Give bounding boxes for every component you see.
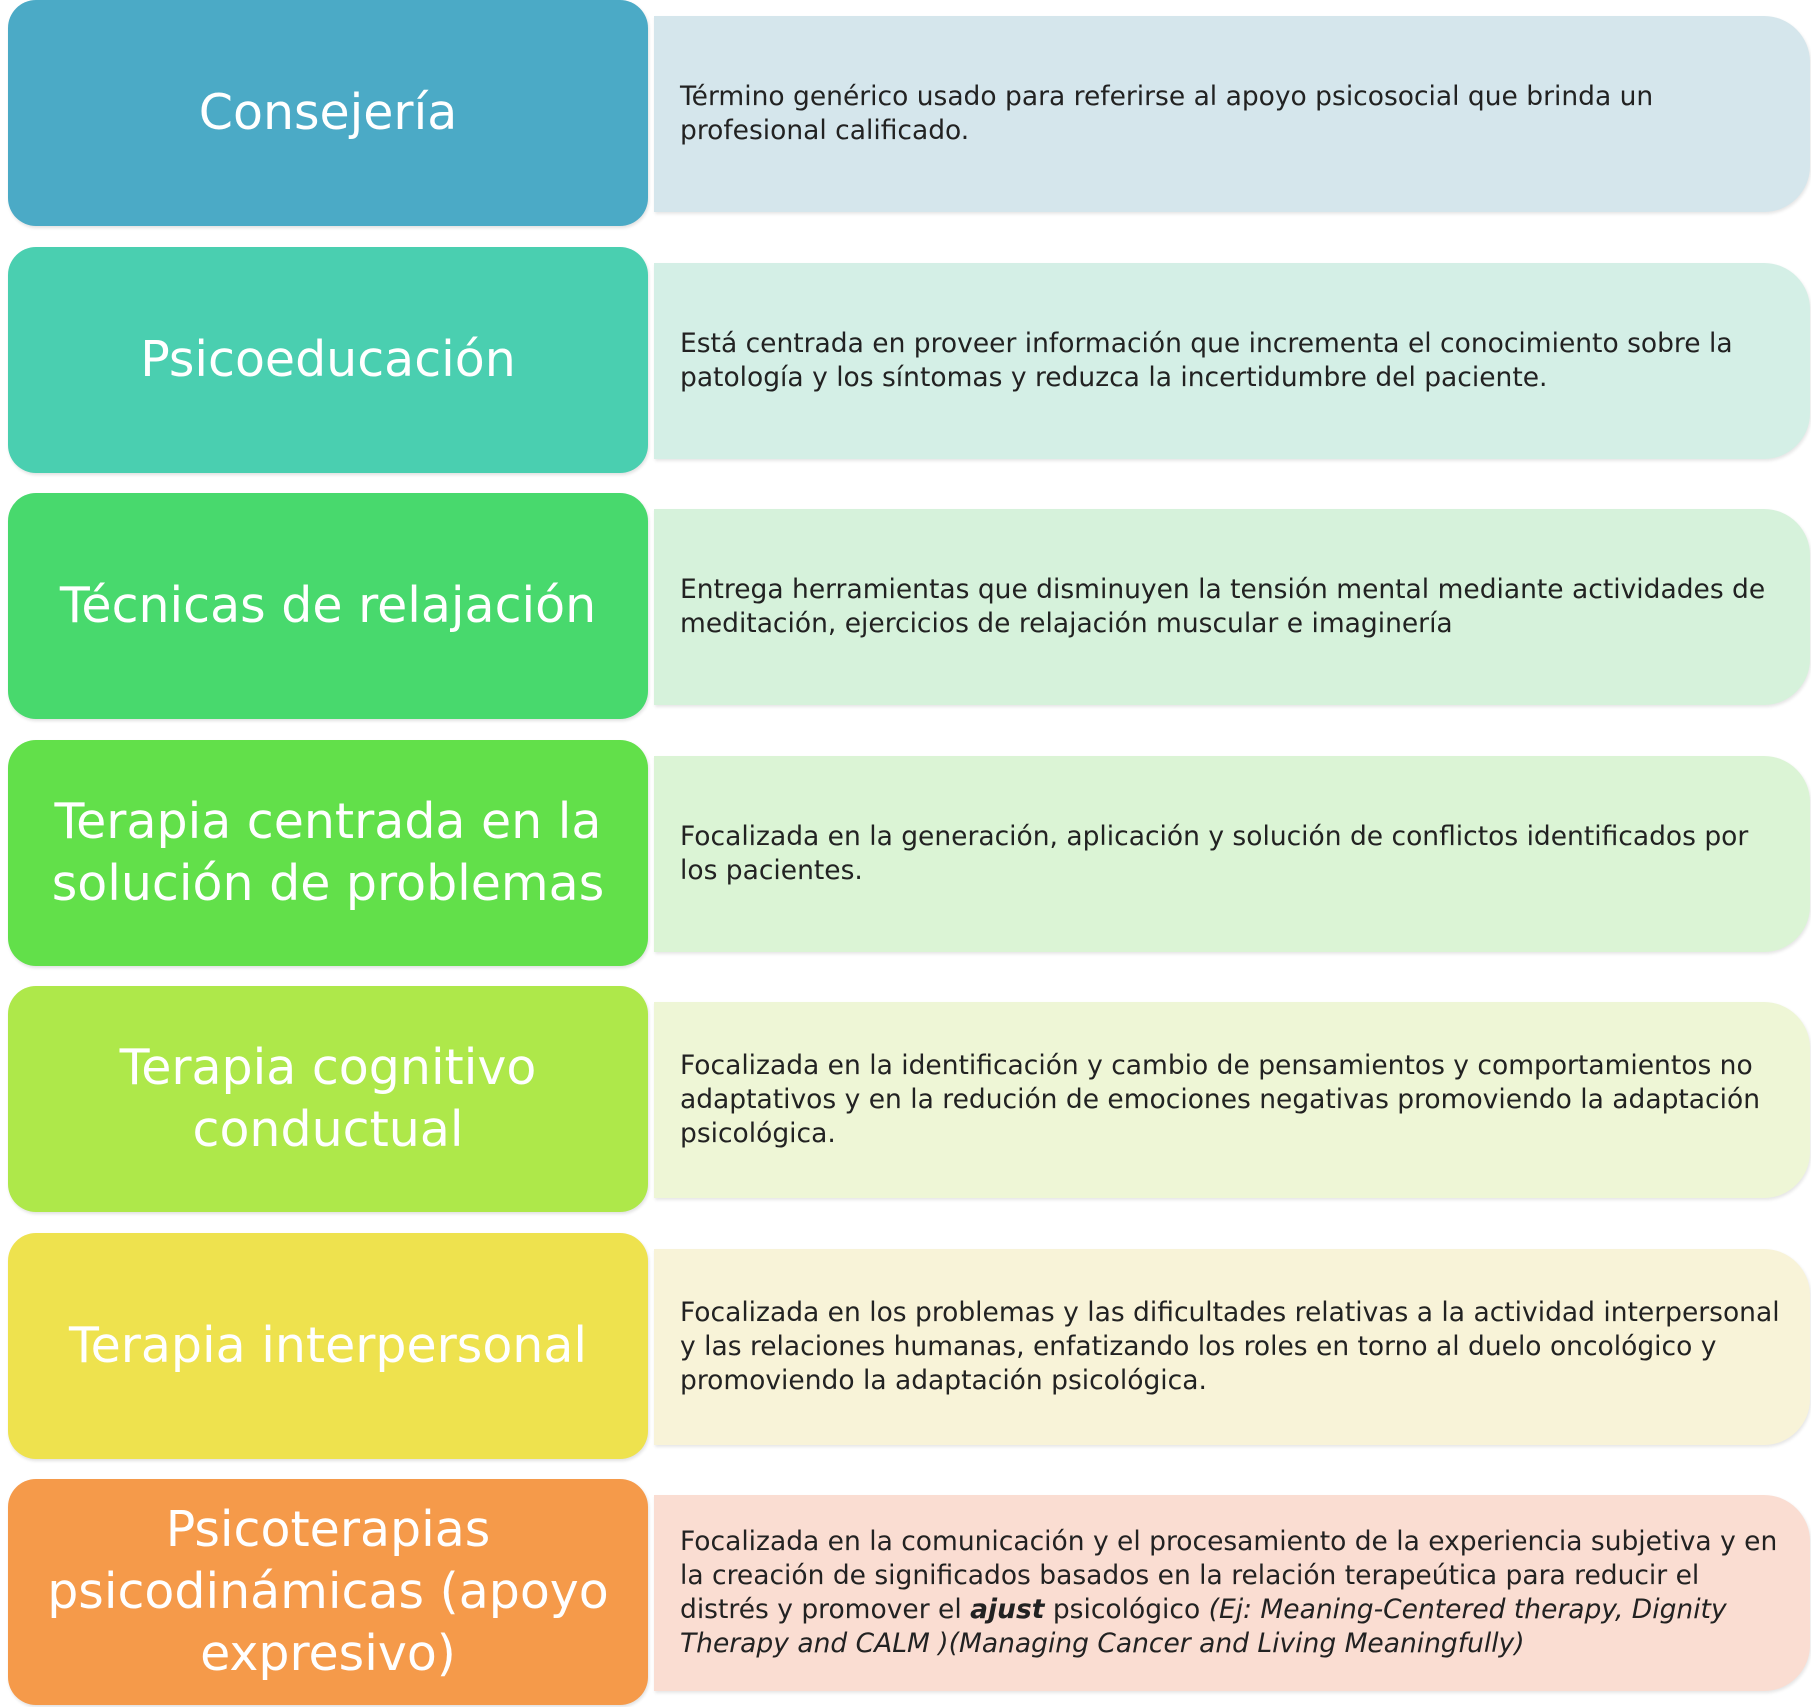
description-box [654,1495,1810,1691]
description-box [654,509,1810,705]
description-text: Focalizada en la generación, aplicación y solución de conflictos identificados por los pacientes. [680,821,1749,886]
title-text: Terapia interpersonal [68,1317,588,1374]
title-box [8,1233,648,1459]
description-italic: (Ej: Meaning-Centered therapy, Dignity Therapy and CALM )(Managing Cancer and Living Meaningfully) [680,1594,1727,1659]
title-text: Terapia centrada en la solución de problemas [51,793,605,912]
description-text [680,1525,1792,1661]
row-terapia-cognitivo-conductual [0,986,1811,1214]
row-terapia-interpersonal [0,1233,1811,1461]
title-text: Técnicas de relajación [59,577,597,634]
title-text: Psicoeducación [140,331,516,388]
title-text: Terapia cognitivo conductual [119,1039,537,1158]
description-box [654,263,1810,459]
description-text: Focalizada en la identificación y cambio de pensamientos y comportamientos no adaptativos y en la redución de emociones negativas promoviendo la adaptación psicológica. [680,1050,1760,1149]
description-text: Está centrada en proveer información que incrementa el conocimiento sobre la patología y los síntomas y reduzca la incertidumbre del paciente. [680,328,1733,393]
description-box [654,1002,1810,1198]
title-box [8,0,648,226]
description-bold-italic: ajust [970,1594,1045,1625]
row-consejeria [0,0,1811,228]
description-text: Término genérico usado para referirse al apoyo psicosocial que brinda un profesional calificado. [680,81,1654,146]
row-psicoterapias-psicodinamicas [0,1479,1811,1707]
description-after: psicológico [1052,1594,1201,1625]
title-text: Consejería [198,84,458,141]
row-tecnicas-relajacion [0,493,1811,721]
description-box [654,1249,1810,1445]
description-main: Focalizada en la comunicación y el procesamiento de la experiencia subjetiva y en la creación de significados basados en la relación terapeútica para reducir el distrés y promover el [680,1526,1778,1625]
title-text: Psicoterapias psicodinámicas (apoyo expresivo) [47,1501,609,1682]
title-box [8,740,648,966]
title-box [8,986,648,1212]
title-box [8,1479,648,1705]
title-box [8,247,648,473]
description-box [654,756,1810,952]
description-text: Focalizada en los problemas y las dificultades relativas a la actividad interpersonal y las relaciones humanas, enfatizando los roles en torno al duelo oncológico y promoviendo la adaptación psicológica. [680,1297,1780,1396]
title-box [8,493,648,719]
row-terapia-solucion-problemas [0,740,1811,968]
description-box [654,16,1810,212]
row-psicoeducacion [0,247,1811,475]
description-text: Entrega herramientas que disminuyen la tensión mental mediante actividades de meditación, ejercicios de relajación muscular e imaginería [680,574,1766,639]
